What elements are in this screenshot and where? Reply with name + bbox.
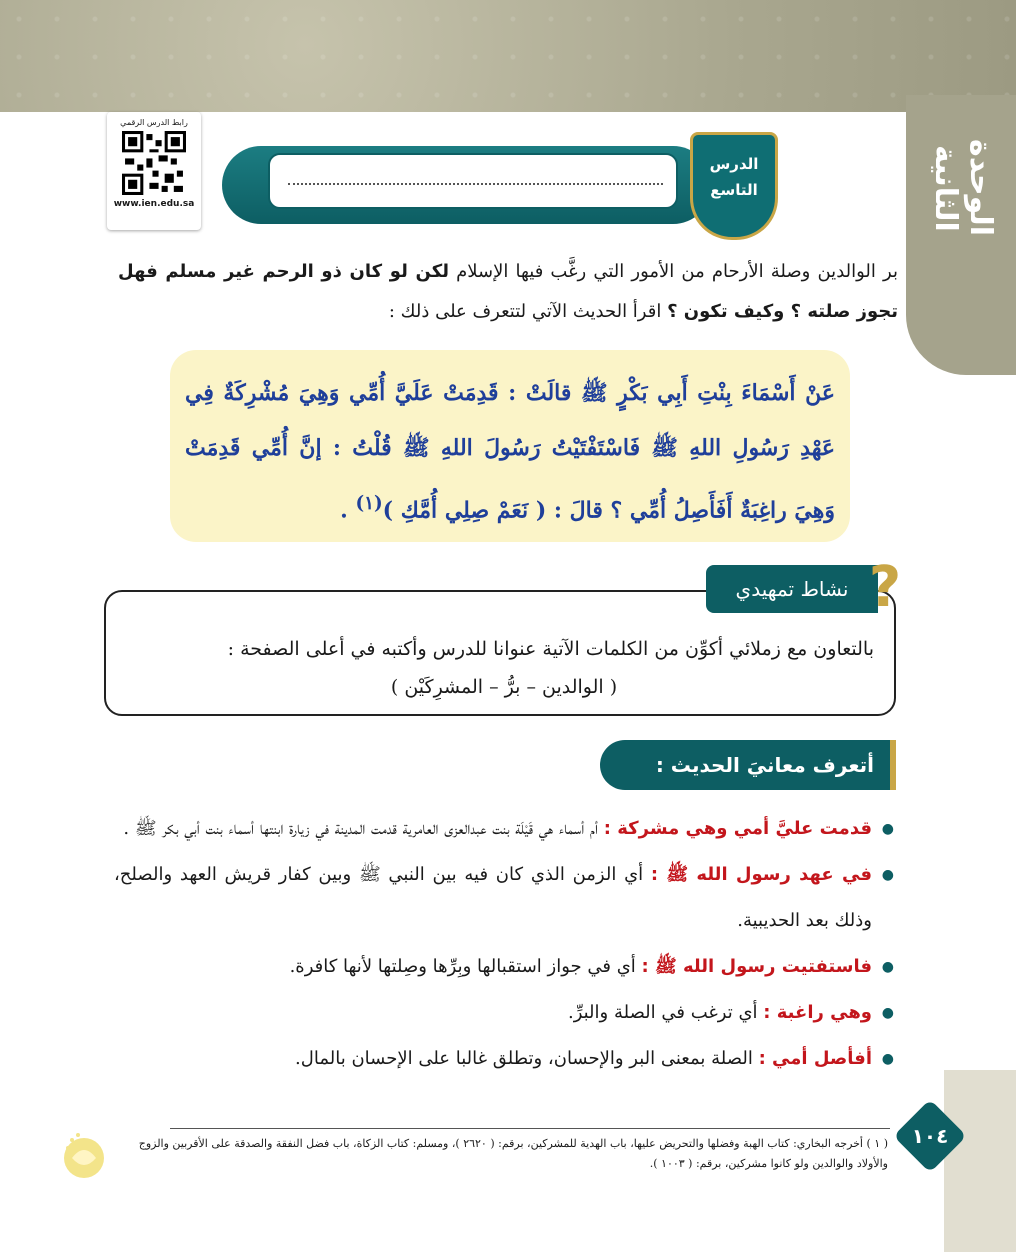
qr-url[interactable]: www.ien.edu.sa	[113, 199, 195, 209]
meaning-text: أي ترغب في الصلة والبرِّ.	[567, 1002, 758, 1023]
list-item	[114, 852, 894, 944]
unit-title: الوحدة الثانية	[928, 139, 998, 237]
list-item	[114, 806, 894, 852]
lesson-badge-line1: الدرس	[709, 155, 759, 173]
lesson-badge	[690, 132, 778, 240]
intro-bold-question: لكن لو كان ذو الرحم غير مسلم فهل تجوز صلته ؟ وكيف تكون ؟	[118, 261, 898, 322]
publisher-logo-icon	[56, 1128, 112, 1184]
activity-words: ( الوالدين – برُّ – المشرِكَيْن )	[390, 676, 618, 698]
meaning-term: أفأصل أمي :	[758, 1048, 872, 1069]
list-item	[114, 944, 894, 990]
meanings-list	[114, 806, 894, 1082]
meaning-text: أم أسماء هي قَيْلَة بنت عبدالعزى العامرية قدمت المدينة في زيارة ابنتها أسماء بنت أبي بكر ﷺ .	[123, 818, 599, 839]
lesson-title-field[interactable]	[268, 153, 678, 209]
meaning-term: في عهد رسول الله ﷺ :	[650, 864, 872, 885]
footnote: ( ١ ) أخرجه البخاري: كتاب الهبة وفضلها والتحريض عليها، باب الهدية للمشركين، برقم: ( ٢٦٢٠ )، ومسلم: كتاب الزكاة، باب فضل النفقة والصدقة على الأقربين والزوج والأولاد والوالدين ولو كانوا مشركين، برقم: ( ١٠٠٣ ).	[138, 1137, 888, 1170]
meanings-heading: أتعرف معانيَ الحديث :	[600, 740, 896, 790]
hadith-body: عَنْ أَسْمَاءَ بِنْتِ أَبِي بَكْرٍ ﷺ قالَتْ : قَدِمَتْ عَلَيَّ أُمِّي وَهِيَ مُشْرِكَةٌ فِي عَهْدِ رَسُولِ اللهِ ﷺ فَاسْتَفْتَيْتُ رَسُولَ اللهِ ﷺ قُلْتُ : إنَّ أُمِّي قَدِمَتْ وَهِيَ راغِبَةٌ أَفَأَصِلُ أُمِّي ؟ قالَ : ( نَعَمْ صِلِي أُمَّكِ )	[185, 380, 835, 524]
meaning-text: الصلة بمعنى البر والإحسان، وتطلق غالبا على الإحسان بالمال.	[295, 1048, 753, 1069]
lesson-title-dotted-line	[288, 183, 663, 185]
hadith-footnote-ref: (١)	[355, 493, 383, 514]
meaning-text: أي الزمن الذي كان فيه بين النبي ﷺ وبين كفار قريش العهد والصلح، وذلك بعد الحديبية.	[114, 864, 872, 931]
activity-tag: نشاط تمهيدي	[706, 565, 878, 613]
activity-text	[134, 630, 874, 706]
intro-paragraph	[118, 252, 898, 332]
meaning-term: وهي راغبة :	[763, 1002, 872, 1023]
top-banner	[0, 0, 1016, 112]
qr-code-icon[interactable]	[122, 131, 186, 195]
question-mark-icon: ?	[868, 555, 902, 620]
hadith-text: عَنْ أَسْمَاءَ بِنْتِ أَبِي بَكْرٍ ﷺ قالَتْ : قَدِمَتْ عَلَيَّ أُمِّي وَهِيَ مُشْرِكَةٌ فِي عَهْدِ رَسُولِ اللهِ ﷺ فَاسْتَفْتَيْتُ رَسُولَ اللهِ ﷺ قُلْتُ : إنَّ أُمِّي قَدِمَتْ وَهِيَ راغِبَةٌ أَفَأَصِلُ أُمِّي ؟ قالَ : ( نَعَمْ صِلِي أُمَّكِ )$^{(١)}$ .	[185, 380, 835, 524]
list-item	[114, 990, 894, 1036]
lesson-badge-line2: التاسع	[710, 181, 758, 199]
qr-label: رابط الدرس الرقمي	[120, 118, 188, 127]
footnote-divider	[170, 1128, 890, 1129]
page-number: ١٠٤	[911, 1124, 949, 1148]
activity-instruction: بالتعاون مع زملائي أكوِّن من الكلمات الآتية عنوانا للدرس وأكتبه في أعلى الصفحة :	[227, 638, 874, 660]
meaning-term: قدمت عليَّ أمي وهي مشركة :	[603, 818, 872, 839]
qr-card[interactable]	[107, 112, 201, 230]
intro-part2: اقرأ الحديث الآتي لتتعرف على ذلك :	[388, 301, 662, 322]
list-item	[114, 1036, 894, 1082]
meaning-term: فاستفتيت رسول الله ﷺ :	[641, 956, 872, 977]
meaning-text: أي في جواز استقبالها وبِرِّها وصِلتها لأنها كافرة.	[289, 956, 636, 977]
intro-part1: بر الوالدين وصلة الأرحام من الأمور التي رغَّب فيها الإسلام	[456, 261, 898, 282]
